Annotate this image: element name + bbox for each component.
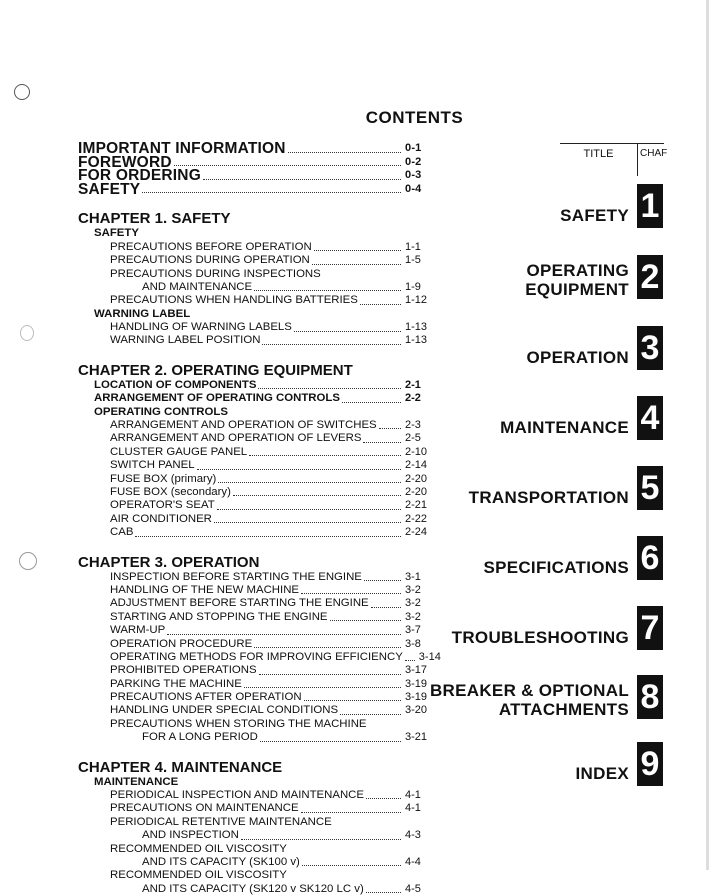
toc-entry[interactable] xyxy=(78,718,433,731)
dot-leader xyxy=(244,687,401,688)
toc-entry[interactable] xyxy=(78,499,433,512)
toc-entry-title: LOCATION OF COMPONENTS xyxy=(94,378,257,391)
toc-page-number: 2-2 xyxy=(405,392,421,405)
toc-page-number: 3-20 xyxy=(405,704,428,717)
toc-entry-title: OPERATOR'S SEAT xyxy=(110,499,215,512)
toc-entry-title: INSPECTION BEFORE STARTING THE ENGINE xyxy=(110,570,362,583)
toc-entry[interactable] xyxy=(78,294,433,307)
chapter-tab-label-line: OPERATION xyxy=(526,348,629,367)
toc-entry[interactable] xyxy=(78,406,433,419)
toc-entry-title: FOR ORDERING xyxy=(78,167,201,185)
toc-entry-title: OPERATING METHODS FOR IMPROVING EFFICIENCY xyxy=(110,650,403,663)
toc-entry[interactable] xyxy=(78,678,433,691)
toc-entry[interactable] xyxy=(78,691,433,704)
toc-entry[interactable] xyxy=(78,704,433,717)
dot-leader xyxy=(379,428,401,429)
toc-entry-title: HANDLING OF WARNING LABELS xyxy=(110,321,292,334)
toc-entry-title: ARRANGEMENT AND OPERATION OF LEVERS xyxy=(110,432,362,445)
toc-entry-title: FUSE BOX (primary) xyxy=(110,472,217,485)
toc-entry[interactable] xyxy=(78,486,433,499)
chapter-tab-label-line: TROUBLESHOOTING xyxy=(451,628,629,647)
dot-leader xyxy=(302,865,401,866)
toc-page-number: 1-12 xyxy=(405,294,428,307)
toc-entry-title: WARNING LABEL xyxy=(94,307,191,320)
toc-entry-title: ARRANGEMENT AND OPERATION OF SWITCHES xyxy=(110,419,377,432)
dot-leader xyxy=(301,812,401,813)
toc-page-number: 2-3 xyxy=(405,419,421,432)
toc-entry-title: CAB xyxy=(110,526,134,539)
chapter-tab-label-line: OPERATING xyxy=(526,261,629,280)
toc-entry-title: FOREWORD xyxy=(78,153,172,171)
toc-entry-title: PARKING THE MACHINE xyxy=(110,677,242,690)
chapter-tab-7[interactable]: 7 xyxy=(637,606,663,650)
toc-entry[interactable] xyxy=(78,321,433,334)
chapter-tab-label-line: BREAKER & OPTIONAL xyxy=(429,681,629,700)
toc-page-number: 3-2 xyxy=(405,597,421,610)
toc-entry[interactable] xyxy=(78,254,433,267)
toc-page-number: 1-9 xyxy=(405,280,421,293)
dot-leader xyxy=(203,179,401,180)
index-title-heading: TITLE xyxy=(583,148,614,160)
toc-entry[interactable] xyxy=(78,446,433,459)
dot-leader xyxy=(405,660,415,661)
toc-entry-title: IMPORTANT INFORMATION xyxy=(78,140,286,157)
toc-page-number: 0-3 xyxy=(405,169,422,182)
toc-entry-title: PRECAUTIONS DURING OPERATION xyxy=(110,254,310,267)
chapter-tab-label[interactable] xyxy=(525,261,629,299)
toc-entry-title: OPERATING CONTROLS xyxy=(94,405,228,418)
dot-leader xyxy=(314,250,401,251)
toc-entry[interactable] xyxy=(78,883,433,896)
toc-entry-title: CHAPTER 3. OPERATION xyxy=(78,553,260,571)
toc-entry-title: SAFETY xyxy=(78,180,141,198)
toc-entry[interactable] xyxy=(78,571,433,584)
dot-leader xyxy=(294,331,401,332)
dot-leader xyxy=(135,536,401,537)
toc-entry[interactable] xyxy=(78,526,433,539)
toc-entry[interactable] xyxy=(78,392,433,405)
toc-entry[interactable] xyxy=(78,597,433,610)
toc-entry-title: CHAPTER 2. OPERATING EQUIPMENT xyxy=(78,361,353,379)
toc-entry-title: PERIODICAL INSPECTION AND MAINTENANCE xyxy=(110,789,365,802)
toc-entry-title: CLUSTER GAUGE PANEL xyxy=(110,445,248,458)
dot-leader xyxy=(233,495,401,496)
toc-page-number: 3-1 xyxy=(405,570,421,583)
dot-leader xyxy=(254,290,401,291)
toc-entry[interactable] xyxy=(78,241,433,254)
dot-leader xyxy=(364,580,401,581)
chapter-tab-8[interactable]: 8 xyxy=(637,675,663,719)
dot-leader xyxy=(217,509,401,510)
toc-page-number: 1-13 xyxy=(405,334,428,347)
toc-entry[interactable] xyxy=(78,829,433,842)
toc-entry-title: ADJUSTMENT BEFORE STARTING THE ENGINE xyxy=(110,597,369,610)
toc-entry[interactable] xyxy=(78,664,433,677)
page-title: CONTENTS xyxy=(365,108,464,127)
chapter-tab-label-line: INDEX xyxy=(575,764,629,783)
toc-entry[interactable] xyxy=(78,335,433,348)
dot-leader xyxy=(262,344,401,345)
dot-leader xyxy=(260,741,401,742)
toc-page-number: 3-2 xyxy=(405,583,421,596)
dot-leader xyxy=(259,674,401,675)
toc-entry-title: SAFETY xyxy=(94,227,139,240)
toc-page-number: 2-21 xyxy=(405,499,428,512)
toc-entry-title: HANDLING OF THE NEW MACHINE xyxy=(110,583,300,596)
toc-page-number: 3-17 xyxy=(405,664,428,677)
toc-entry[interactable] xyxy=(78,379,433,392)
toc-entry[interactable] xyxy=(78,584,433,597)
toc-entry-title: PRECAUTIONS AFTER OPERATION xyxy=(110,691,302,704)
toc-page-number: 2-20 xyxy=(405,486,428,498)
dot-leader xyxy=(218,482,401,483)
toc-page-number: 4-5 xyxy=(405,882,421,895)
chapter-tab-label-line: TRANSPORTATION xyxy=(468,488,629,507)
toc-entry-title: CHAPTER 1. SAFETY xyxy=(78,210,231,228)
toc-entry[interactable] xyxy=(78,776,433,789)
toc-entry[interactable] xyxy=(78,227,433,240)
toc-page-number: 0-2 xyxy=(405,155,422,168)
chapter-tab-label[interactable] xyxy=(430,681,629,719)
dot-leader xyxy=(288,152,401,153)
toc-entry-title: ARRANGEMENT OF OPERATING CONTROLS xyxy=(94,392,340,405)
toc-entry-title: SWITCH PANEL xyxy=(110,459,195,472)
binder-hole-icon xyxy=(14,84,30,100)
toc-entry[interactable] xyxy=(78,419,433,432)
dot-leader xyxy=(197,469,401,470)
chapter-tab-label[interactable] xyxy=(526,348,629,367)
toc-entry-title: STARTING AND STOPPING THE ENGINE xyxy=(110,610,328,623)
dot-leader xyxy=(174,165,401,166)
toc-entry[interactable] xyxy=(78,308,433,321)
toc-page-number: 4-3 xyxy=(405,829,421,842)
toc-page-number: 4-4 xyxy=(405,855,421,868)
chapter-tab-1[interactable]: 1 xyxy=(637,184,663,228)
toc-entry[interactable] xyxy=(78,789,433,802)
dot-leader xyxy=(254,647,401,648)
dot-leader xyxy=(342,402,401,403)
toc-entry-title: PRECAUTIONS WHEN HANDLING BATTERIES xyxy=(110,294,358,307)
toc-entry[interactable] xyxy=(78,281,433,294)
chapter-tab-label[interactable] xyxy=(576,764,629,783)
toc-page-number: 3-14 xyxy=(418,650,441,663)
toc-page-number: 1-5 xyxy=(405,254,421,267)
toc-entry-title: PRECAUTIONS BEFORE OPERATION xyxy=(110,240,312,253)
toc-entry[interactable] xyxy=(78,473,433,486)
dot-leader xyxy=(366,798,401,799)
toc-entry[interactable] xyxy=(78,731,433,744)
chapter-tab-2[interactable]: 2 xyxy=(637,255,663,299)
toc-entry-title: FOR A LONG PERIOD xyxy=(142,731,258,744)
toc-entry-title: RECOMMENDED OIL VISCOSITY xyxy=(110,842,287,855)
chapter-tab-9[interactable]: 9 xyxy=(637,742,663,786)
chapter-tab-label[interactable] xyxy=(483,558,629,577)
toc-page-number: 3-2 xyxy=(405,610,421,623)
toc-entry[interactable] xyxy=(78,180,433,198)
chapter-tab-label-line: EQUIPMENT xyxy=(525,280,629,299)
dot-leader xyxy=(340,714,401,715)
toc-page-number: 3-19 xyxy=(405,677,428,690)
toc-entry-title: RECOMMENDED OIL VISCOSITY xyxy=(110,869,287,882)
binder-hole-icon xyxy=(19,552,37,570)
toc-entry-title: AIR CONDITIONER xyxy=(110,512,212,525)
toc-entry-title: OPERATION PROCEDURE xyxy=(110,637,253,650)
dot-leader xyxy=(214,522,401,523)
toc-entry-title: WARNING LABEL POSITION xyxy=(110,334,261,347)
toc-entry[interactable] xyxy=(78,816,433,829)
toc-page-number: 0-1 xyxy=(405,142,422,154)
toc-entry-title: PROHIBITED OPERATIONS xyxy=(110,664,257,677)
toc-page-number: 2-10 xyxy=(405,445,428,458)
toc-entry-title: CHAPTER 4. MAINTENANCE xyxy=(78,758,283,776)
toc-entry[interactable] xyxy=(78,513,433,526)
chapter-tab-label-line: ATTACHMENTS xyxy=(498,700,629,719)
dot-leader xyxy=(142,192,401,193)
toc-page-number: 2-5 xyxy=(405,432,421,445)
table-of-contents xyxy=(78,140,441,896)
toc-page-number: 2-1 xyxy=(405,378,421,391)
chapter-tab-6[interactable]: 6 xyxy=(637,536,663,580)
toc-chapter-heading[interactable] xyxy=(78,760,433,776)
toc-entry-title: PRECAUTIONS WHEN STORING THE MACHINE xyxy=(110,717,367,730)
dot-leader xyxy=(301,593,401,594)
toc-page-number: 1-13 xyxy=(405,321,428,334)
chapter-tab-label-line: MAINTENANCE xyxy=(500,418,629,437)
toc-page-number: 3-21 xyxy=(405,731,428,744)
dot-leader xyxy=(241,839,401,840)
toc-entry[interactable] xyxy=(78,459,433,472)
toc-entry[interactable] xyxy=(78,802,433,815)
toc-entry[interactable] xyxy=(78,611,433,624)
toc-page-number: 2-20 xyxy=(405,472,428,485)
dot-leader xyxy=(366,892,401,893)
dot-leader xyxy=(312,264,401,265)
toc-page-number: 2-14 xyxy=(405,459,428,472)
toc-entry[interactable] xyxy=(78,638,433,651)
toc-page-number: 3-7 xyxy=(405,624,421,637)
dot-leader xyxy=(167,634,401,635)
toc-entry[interactable] xyxy=(78,650,441,664)
toc-entry-title: AND ITS CAPACITY (SK100 v) xyxy=(142,855,300,868)
dot-leader xyxy=(371,607,401,608)
toc-entry-title: PRECAUTIONS DURING INSPECTIONS xyxy=(110,267,321,280)
toc-entry[interactable] xyxy=(78,624,433,637)
toc-entry-title: AND INSPECTION xyxy=(142,829,239,842)
toc-entry[interactable] xyxy=(78,843,433,856)
toc-page-number: 1-1 xyxy=(405,240,421,253)
toc-entry-title: FUSE BOX (secondary) xyxy=(110,486,231,498)
dot-leader xyxy=(360,304,401,305)
toc-page-number: 4-1 xyxy=(405,802,421,815)
chapter-tab-label[interactable] xyxy=(452,628,629,647)
toc-entry-title: AND MAINTENANCE xyxy=(142,280,253,293)
toc-page-number: 2-24 xyxy=(405,526,428,539)
chapter-tab-4[interactable]: 4 xyxy=(637,396,663,440)
toc-entry[interactable] xyxy=(78,432,433,445)
toc-page-number: 2-22 xyxy=(405,512,428,525)
toc-chapter-heading[interactable] xyxy=(78,211,433,227)
chapter-tab-3[interactable]: 3 xyxy=(637,326,663,370)
chapter-tab-label[interactable] xyxy=(560,206,629,225)
chapter-tab-label[interactable] xyxy=(500,418,629,437)
chapter-tab-label-line: SPECIFICATIONS xyxy=(483,558,629,577)
toc-entry-title: HANDLING UNDER SPECIAL CONDITIONS xyxy=(110,704,339,717)
dot-leader xyxy=(363,442,401,443)
toc-chapter-heading[interactable] xyxy=(78,363,433,379)
toc-chapter-heading[interactable] xyxy=(78,555,433,571)
binder-hole-icon xyxy=(20,325,34,341)
toc-page-number: 3-19 xyxy=(405,691,428,704)
dot-leader xyxy=(330,620,401,621)
dot-leader xyxy=(249,455,401,456)
toc-entry-title: WARM-UP xyxy=(110,624,166,637)
chapter-tab-5[interactable]: 5 xyxy=(637,466,663,510)
chapter-tab-label-line: SAFETY xyxy=(560,206,629,225)
toc-entry[interactable] xyxy=(78,856,433,869)
toc-entry-title: MAINTENANCE xyxy=(94,775,179,788)
index-header xyxy=(560,143,668,174)
toc-entry[interactable] xyxy=(78,268,433,281)
toc-entry-title: PRECAUTIONS ON MAINTENANCE xyxy=(110,802,299,815)
toc-page-number: 3-8 xyxy=(405,637,421,650)
dot-leader xyxy=(258,388,401,389)
toc-entry-title: PERIODICAL RETENTIVE MAINTENANCE xyxy=(110,815,332,828)
toc-page-number: 0-4 xyxy=(405,182,422,195)
toc-entry[interactable] xyxy=(78,869,433,882)
toc-page-number: 4-1 xyxy=(405,789,421,802)
toc-entry-title: AND ITS CAPACITY (SK120 v SK120 LC v) xyxy=(142,882,364,895)
chapter-tab-label[interactable] xyxy=(469,488,629,507)
dot-leader xyxy=(304,700,401,701)
index-chapter-heading: CHAF xyxy=(637,144,667,176)
